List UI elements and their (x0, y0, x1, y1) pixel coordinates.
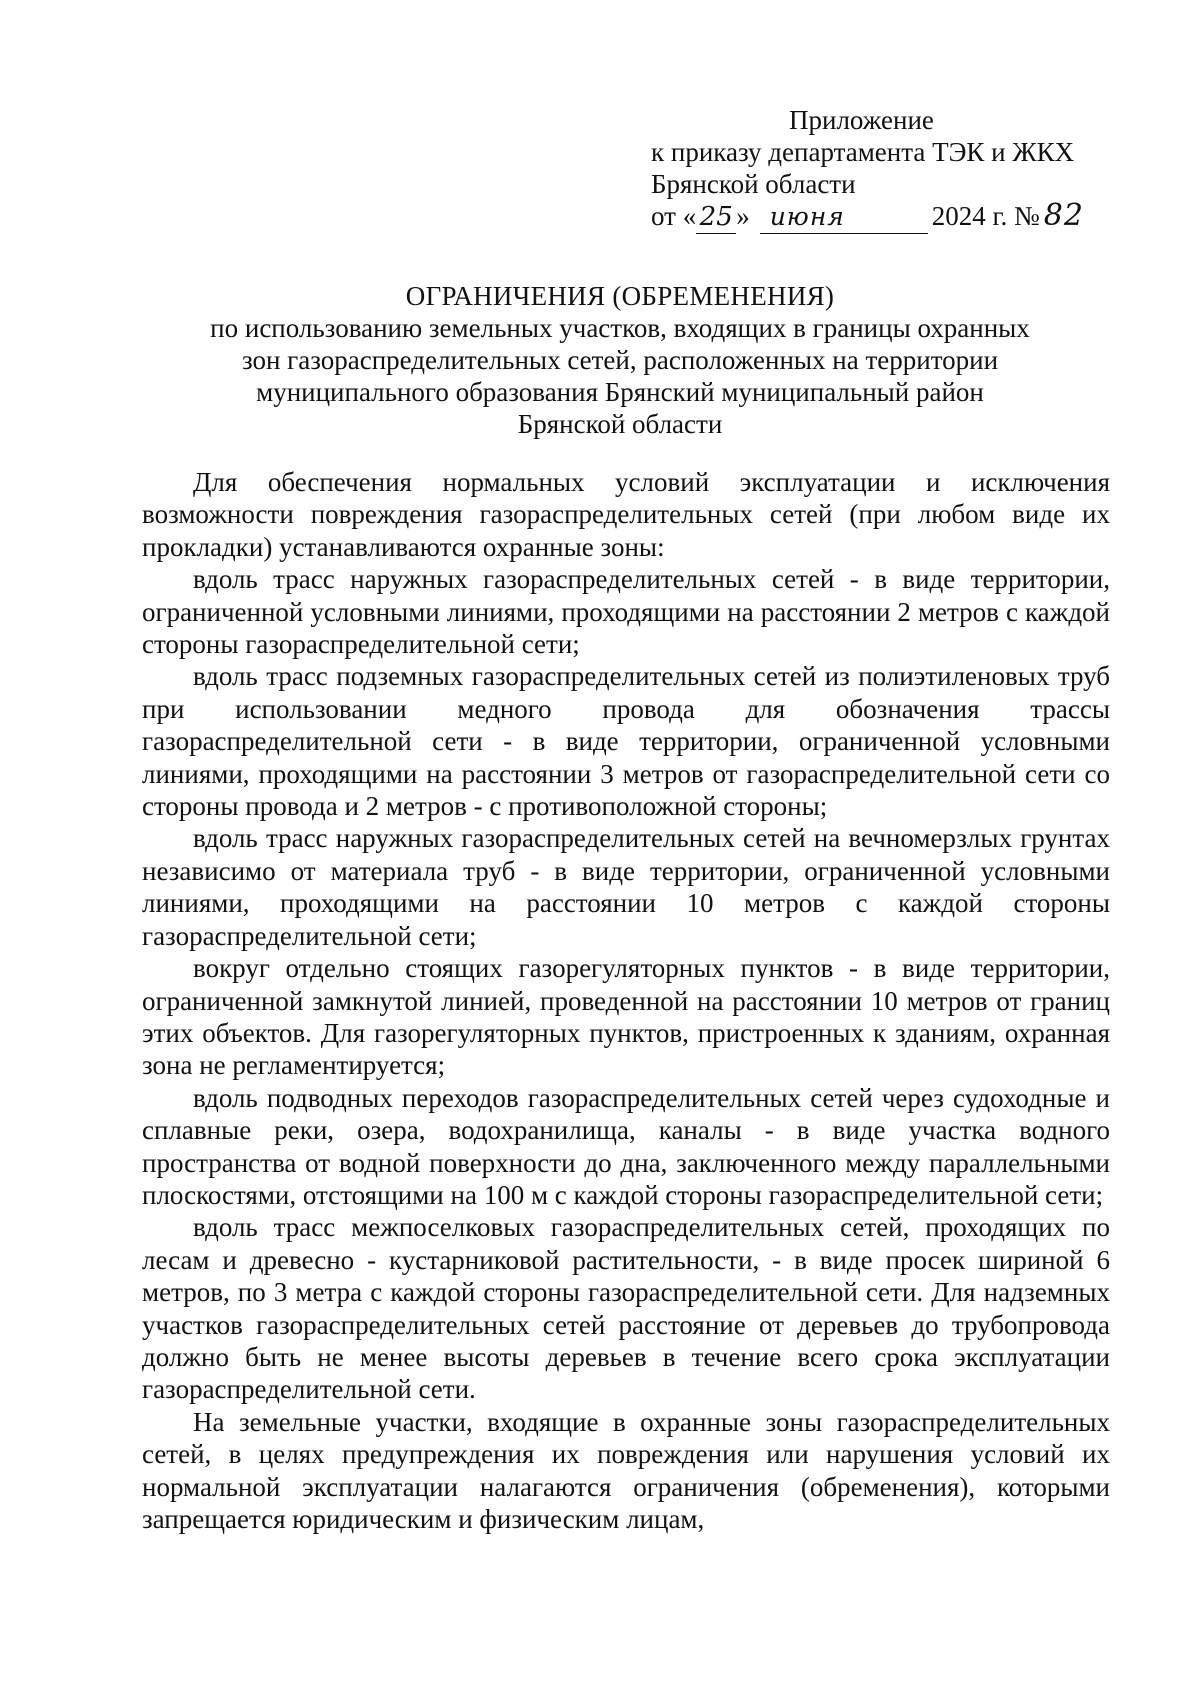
paragraph-regulator-points: вокруг отдельно стоящих газорегуляторных пунктов - в виде территории, ограниченной замкнутой линией, проведенной на расстоянии 10 метров от границ этих объектов. Для газорегуляторных пунктов, пристроенных к зданиям, охранная зона не регламентируется; (142, 953, 1110, 1081)
date-quote-close: » (736, 201, 750, 231)
heading-line-3: муниципального образования Брянский муниципальный район (256, 377, 984, 407)
paragraph-underwater-crossings: вдоль подводных переходов газораспределительных сетей через судоходные и сплавные реки, озера, водохранилища, каналы - в виде участка водного пространства от водной поверхности до дна, заключенного между параллельными плоскостями, отстоящими на 100 м с каждой стороны газораспределительной сети; (142, 1082, 1110, 1210)
paragraph-underground-networks: вдоль трасс подземных газораспределительных сетей из полиэтиленовых труб при использовании медного провода для обозначения трассы газораспределительной сети - в виде территории, ограниченной условными линиями, проходящими на расстоянии 3 метров от газораспределительной сети со стороны провода и 2 метров - с противоположной стороны; (142, 661, 1110, 822)
date-year: 2024 г. № (931, 201, 1040, 231)
heading-line-1: по использованию земельных участков, входящих в границы охранных (210, 313, 1030, 343)
order-number-handwritten: 82 (1043, 198, 1084, 233)
date-month-handwritten: июня (760, 201, 928, 234)
appendix-line-order: к приказу департамента ТЭК и ЖКХ (651, 137, 1075, 167)
heading-line-2: зон газораспределительных сетей, расположенных на территории (241, 345, 999, 375)
heading-title: ОГРАНИЧЕНИЯ (ОБРЕМЕНЕНИЯ) (405, 281, 835, 311)
appendix-date-line (651, 200, 1171, 234)
date-prefix: от « (651, 201, 697, 231)
appendix-line-region: Брянской области (651, 169, 856, 199)
date-day-handwritten: 25 (696, 201, 736, 234)
appendix-block (651, 104, 1171, 234)
paragraph-forest-networks: вдоль трасс межпоселковых газораспределительных сетей, проходящих по лесам и древесно - кустарниковой растительности, - в виде просек шириной 6 метров, по 3 метра с каждой стороны газораспределительной сети. Для надземных участков газораспределительных сетей расстояние от деревьев до трубопровода должно быть не менее высоты деревьев в течение всего срока эксплуатации газораспределительной сети. (142, 1212, 1110, 1405)
appendix-title: Приложение (789, 105, 934, 135)
paragraph-restrictions: На земельные участки, входящие в охранные зоны газораспределительных сетей, в целях предупреждения их повреждения или нарушения условий их нормальной эксплуатации налагаются ограничения (обременения), которыми запрещается юридическим и физическим лицам, (142, 1406, 1110, 1534)
heading-line-4: Брянской области (517, 409, 723, 439)
paragraph-permafrost: вдоль трасс наружных газораспределительных сетей на вечномерзлых грунтах независимо от материала труб - в виде территории, ограниченной условными линиями, проходящими на расстоянии 10 метров с каждой стороны газораспределительной сети; (142, 823, 1110, 951)
document-heading (130, 280, 1110, 440)
paragraph-intro: Для обеспечения нормальных условий эксплуатации и исключения возможности повреждения газораспределительных сетей (при любом виде их прокладки) устанавливаются охранные зоны: (142, 467, 1110, 562)
document-body (142, 466, 1110, 1535)
paragraph-outdoor-networks: вдоль трасс наружных газораспределительных сетей - в виде территории, ограниченной условными линиями, проходящими на расстоянии 2 метров с каждой стороны газораспределительной сети; (142, 564, 1110, 660)
